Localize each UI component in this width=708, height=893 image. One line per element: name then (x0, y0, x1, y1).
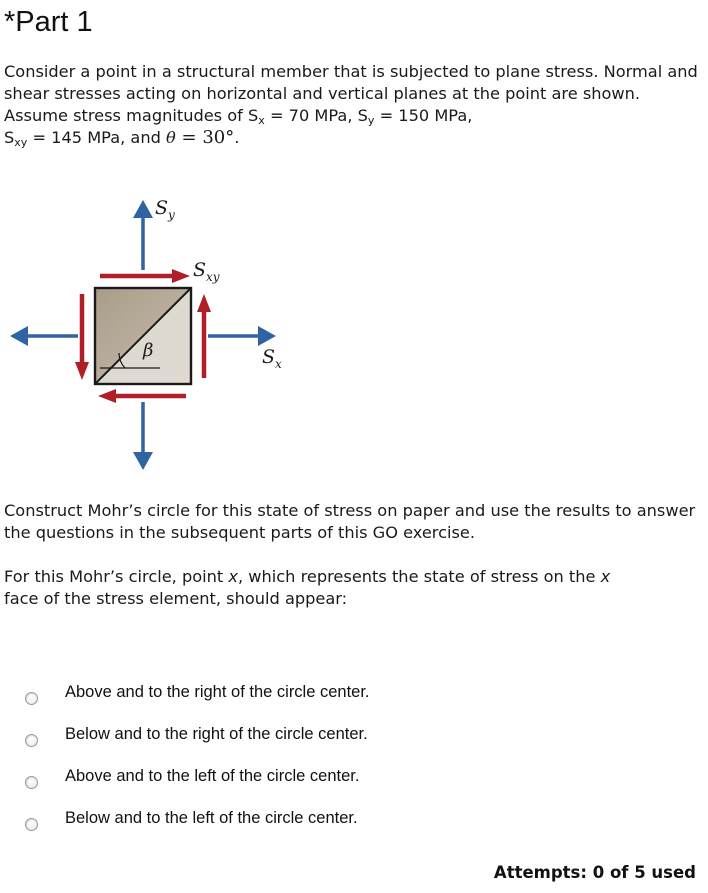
intro-end: . (234, 128, 240, 147)
sx-right-arrow-icon (208, 326, 276, 346)
answer-option-4[interactable] (0, 806, 708, 848)
answer-option-2[interactable] (0, 722, 708, 764)
sxy-subscript: xy (14, 136, 28, 149)
sy-up-arrow-icon (133, 200, 153, 270)
radio-button-3[interactable] (25, 776, 38, 789)
answer-option-label[interactable]: Below and to the left of the circle center. (65, 809, 358, 827)
label-sx: $S_x$ (262, 346, 282, 371)
sxy-symbol: S (4, 128, 15, 147)
part-title: *Part 1 (4, 6, 93, 38)
shear-bottom-arrow-icon (98, 389, 186, 403)
sx-left-arrow-icon (10, 326, 78, 346)
stress-element-diagram (0, 186, 300, 486)
question-text-end: face of the stress element, should appear: (4, 589, 348, 608)
label-beta: β (143, 340, 154, 361)
question-x-symbol: x (228, 567, 238, 586)
radio-button-2[interactable] (25, 734, 38, 747)
radio-button-4[interactable] (25, 818, 38, 831)
theta-symbol: θ (166, 128, 176, 147)
question-paragraph (4, 566, 704, 610)
answer-option-label[interactable]: Below and to the right of the circle center. (65, 725, 368, 743)
sy-down-arrow-icon (133, 402, 153, 470)
problem-statement (4, 61, 704, 149)
radio-button-1[interactable] (25, 692, 38, 705)
answer-option-1[interactable] (0, 680, 708, 722)
theta-value: 30° (202, 127, 235, 148)
stress-element (95, 288, 191, 384)
sy-symbol: S (357, 106, 368, 125)
answer-option-3[interactable] (0, 764, 708, 806)
instruction-paragraph: Construct Mohr’s circle for this state of stress on paper and use the results to answer the questions in the subsequent parts of this GO exercise. (4, 501, 696, 542)
label-sy: $S_y$ (155, 197, 175, 222)
sx-subscript: x (258, 114, 265, 127)
sx-value: = 70 MPa, (264, 106, 358, 125)
sy-value: = 150 MPa, (374, 106, 473, 125)
question-x-face-symbol: x (600, 567, 611, 586)
attempts-counter: Attempts: 0 of 5 used (493, 863, 696, 882)
answer-options (0, 680, 708, 848)
answer-option-label[interactable]: Above and to the left of the circle center. (65, 767, 360, 785)
label-sxy: $S_{xy}$ (193, 259, 220, 284)
sy-subscript: y (367, 114, 375, 127)
theta-equals: = (175, 127, 203, 148)
shear-top-arrow-icon (100, 269, 190, 283)
intro-text: Consider a point in a structural member that is subjected to plane stress. Normal and shear stresses acting on horizontal and vertical planes at the point are shown. Assume stress magnitudes of (4, 62, 698, 125)
question-text-middle: , which represents the state of stress on the (238, 567, 601, 586)
question-text-start: For this Mohr’s circle, point (4, 567, 229, 586)
sx-symbol: S (248, 106, 259, 125)
sxy-value: = 145 MPa, and (27, 128, 167, 147)
answer-option-label[interactable]: Above and to the right of the circle center. (65, 683, 370, 701)
